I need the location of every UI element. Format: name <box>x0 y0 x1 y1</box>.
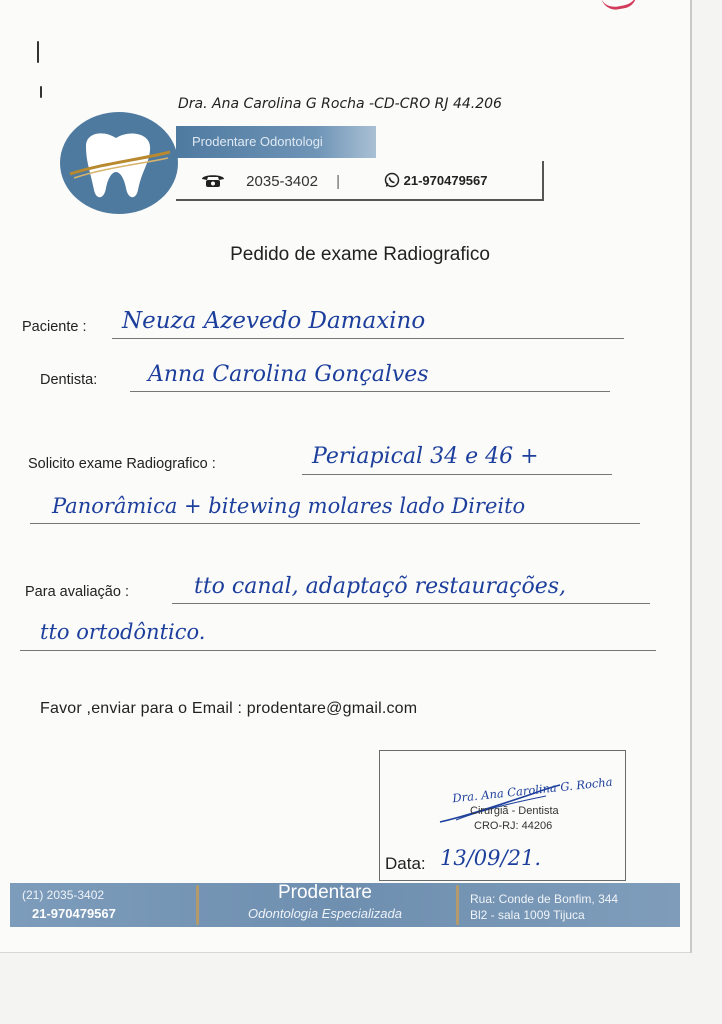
avaliacao-line-2 <box>20 650 656 651</box>
telephone-icon <box>200 172 226 188</box>
avaliacao-value-1: tto canal, adaptaçõ restaurações, <box>194 574 567 599</box>
footer-address-2: Bl2 - sala 1009 Tijuca <box>470 908 585 922</box>
avaliacao-value-2: tto ortodôntico. <box>40 620 206 644</box>
paciente-value: Neuza Azevedo Damaxino <box>122 308 426 334</box>
signature-stamp-name: Dra. Ana Carolina G. Rocha <box>451 774 614 806</box>
page-title: Pedido de exame Radiografico <box>230 244 490 265</box>
solicito-value-1: Periapical 34 e 46 + <box>312 444 539 469</box>
whatsapp-icon <box>384 172 400 188</box>
footer-mobile: 21-970479567 <box>32 906 116 921</box>
contact-separator: | <box>336 173 340 190</box>
date-label: Data: <box>385 854 426 873</box>
clinic-logo <box>60 112 178 214</box>
dentista-label: Dentista: <box>40 372 98 388</box>
footer-address-1: Rua: Conde de Bonfim, 344 <box>470 892 619 906</box>
doctor-name-line: Dra. Ana Carolina G Rocha -CD-CRO RJ 44.206 <box>178 96 502 112</box>
footer-phone: (21) 2035-3402 <box>22 888 105 902</box>
dentista-line <box>130 391 610 392</box>
signature-role: Cirurgiã - Dentista <box>470 805 559 817</box>
staple-mark <box>40 86 42 98</box>
staple-mark <box>37 41 39 63</box>
solicito-label: Solicito exame Radiografico : <box>28 456 216 472</box>
whatsapp-line <box>384 172 487 188</box>
paciente-line <box>112 338 624 339</box>
whatsapp-number: 21-970479567 <box>403 173 488 188</box>
footer-divider <box>456 885 459 925</box>
email-instruction: Favor ,enviar para o Email : prodentare@gmail.com <box>40 700 418 717</box>
avaliacao-line-1 <box>172 603 650 604</box>
solicito-value-2: Panorâmica + bitewing molares lado Direito <box>52 494 526 518</box>
solicito-line-1 <box>302 474 612 475</box>
phone-number: 2035-3402 <box>246 173 318 190</box>
tooth-icon <box>60 112 178 214</box>
footer-brand: Prodentare <box>277 882 372 903</box>
footer-brand-sub: Odontologia Especializada <box>248 906 402 921</box>
footer-divider <box>196 885 199 925</box>
solicito-line-2 <box>30 523 640 524</box>
date-value: 13/09/21. <box>440 846 541 870</box>
signature-cro: CRO-RJ: 44206 <box>474 820 553 832</box>
paciente-label: Paciente : <box>22 319 87 335</box>
brand-band: Prodentare Odontologi <box>176 126 376 158</box>
avaliacao-label: Para avaliação : <box>25 584 129 600</box>
phone-line <box>200 172 340 190</box>
dentista-value: Anna Carolina Gonçalves <box>148 362 429 387</box>
